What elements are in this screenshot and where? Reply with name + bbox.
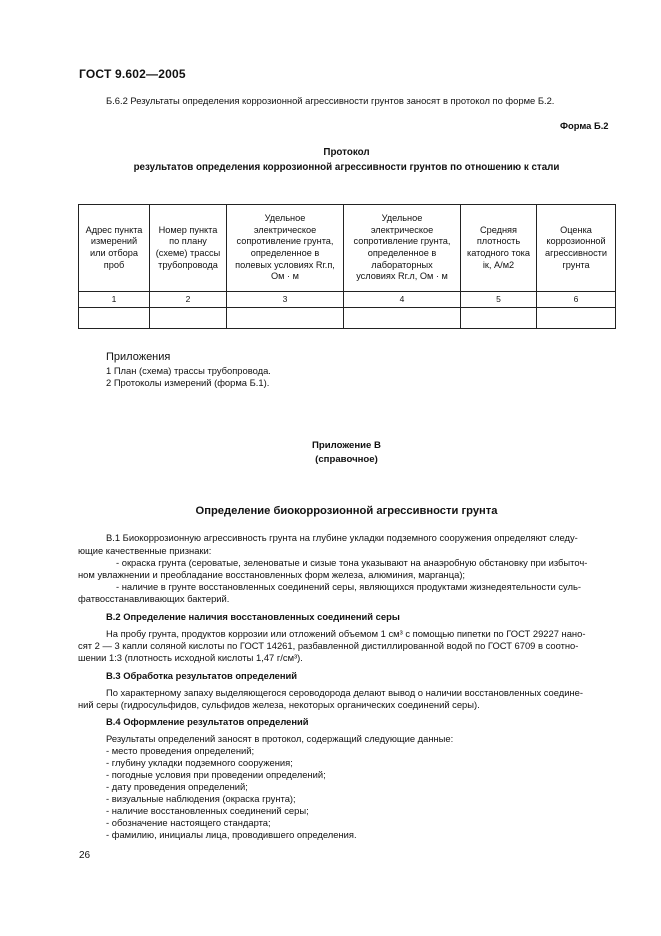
intro-paragraph: Б.6.2 Результаты определения коррозионной агрессивности грунтов заносят в протокол по форме Б.2. [106, 95, 555, 106]
column-number: 2 [150, 292, 227, 308]
section-b4-line: - фамилию, инициалы лица, проводившего определения. [106, 829, 357, 840]
column-number: 6 [537, 292, 616, 308]
column-header-field-resistivity: Удельное электрическое сопротивление грунта, определенное в полевых условиях Rг.п, Ом · м [227, 205, 344, 292]
column-header-address: Адрес пункта измерений или отбора проб [79, 205, 150, 292]
attachments-title: Приложения [106, 351, 171, 363]
column-number: 4 [344, 292, 461, 308]
section-b3-heading: В.3 Обработка результатов определений [106, 670, 298, 681]
attachment-item: 2 Протоколы измерений (форма Б.1). [106, 377, 270, 388]
section-b4-line: - наличие восстановленных соединений серы; [106, 805, 309, 816]
section-b3-line: ний серы (гидросульфидов, сульфидов железа, некоторых органических соединений серы). [78, 699, 480, 710]
section-b2-line: шении 1:3 (плотность исходной кислоты 1,47 г/см³). [78, 652, 303, 663]
section-b4-line: - обозначение настоящего стандарта; [106, 817, 271, 828]
protocol-title: Протокол [323, 147, 370, 158]
column-header-lab-resistivity: Удельное электрическое сопротивление грунта, определенное в лабораторных условиях Rг.л, Ом · м [344, 205, 461, 292]
column-header-point-number: Номер пункта по плану (схеме) трассы трубопровода [150, 205, 227, 292]
column-header-current-density: Средняя плотность катодного тока iк, А/м2 [461, 205, 537, 292]
section-b1-line: фатвосстанавливающих бактерий. [78, 593, 230, 604]
column-number: 3 [227, 292, 344, 308]
section-b1-line: ном увлажнении и преобладание восстановленных форм железа, алюминия, марганца); [78, 569, 466, 580]
section-b1-line: ющие качественные признаки: [78, 545, 212, 556]
section-b4-line: - дату проведения определений; [106, 781, 248, 792]
section-b2-heading: В.2 Определение наличия восстановленных соединений серы [106, 611, 400, 622]
appendix-title: Приложение В [312, 440, 381, 451]
table-cell [227, 308, 344, 329]
form-label: Форма Б.2 [560, 120, 609, 131]
protocol-table [78, 204, 616, 329]
table-cell [461, 308, 537, 329]
section-b2-line: сят 2 — 3 капли соляной кислоты по ГОСТ 14261, разбавленной дистиллированной водой по ГОСТ 6709 в соотно- [78, 640, 579, 651]
section-b1-line: - окраска грунта (сероватые, зеленоватые и сизые тона указывают на анаэробную обстановку при избыточ- [116, 557, 588, 568]
column-header-corrosivity-assessment: Оценка коррозионной агрессивности грунта [537, 205, 616, 292]
section-b4-line: - глубину укладки подземного сооружения; [106, 757, 293, 768]
column-number: 5 [461, 292, 537, 308]
table-column-number-row [79, 292, 616, 308]
section-b4-line: - визуальные наблюдения (окраска грунта); [106, 793, 296, 804]
table-cell [79, 308, 150, 329]
protocol-subtitle: результатов определения коррозионной агрессивности грунтов по отношению к стали [133, 162, 560, 173]
document-code: ГОСТ 9.602—2005 [79, 67, 186, 81]
table-header-row [79, 205, 616, 292]
column-number: 1 [79, 292, 150, 308]
section-b4-heading: В.4 Оформление результатов определений [106, 716, 309, 727]
section-b4-line: Результаты определений заносят в протокол, содержащий следующие данные: [106, 733, 454, 744]
table-cell [537, 308, 616, 329]
attachment-item: 1 План (схема) трассы трубопровода. [106, 365, 271, 376]
table-cell [150, 308, 227, 329]
section-b1-line: - наличие в грунте восстановленных соединений серы, являющихся продуктами жизнедеятельности суль- [116, 581, 582, 592]
table-cell [344, 308, 461, 329]
section-b3-line: По характерному запаху выделяющегося сероводорода делают вывод о наличии восстановленных соедине- [106, 687, 583, 698]
section-b4-line: - погодные условия при проведении определений; [106, 769, 326, 780]
section-b2-line: На пробу грунта, продуктов коррозии или отложений объемом 1 см³ с помощью пипетки по ГОСТ 29227 нано- [106, 628, 586, 639]
section-b1-line: В.1 Биокоррозионную агрессивность грунта на глубине укладки подземного сооружения определяют следу- [106, 532, 578, 543]
page-number: 26 [79, 850, 91, 861]
appendix-subtitle: (справочное) [315, 454, 378, 465]
table-empty-row [79, 308, 616, 329]
appendix-heading: Определение биокоррозионной агрессивности грунта [195, 505, 498, 517]
section-b4-line: - место проведения определений; [106, 745, 255, 756]
